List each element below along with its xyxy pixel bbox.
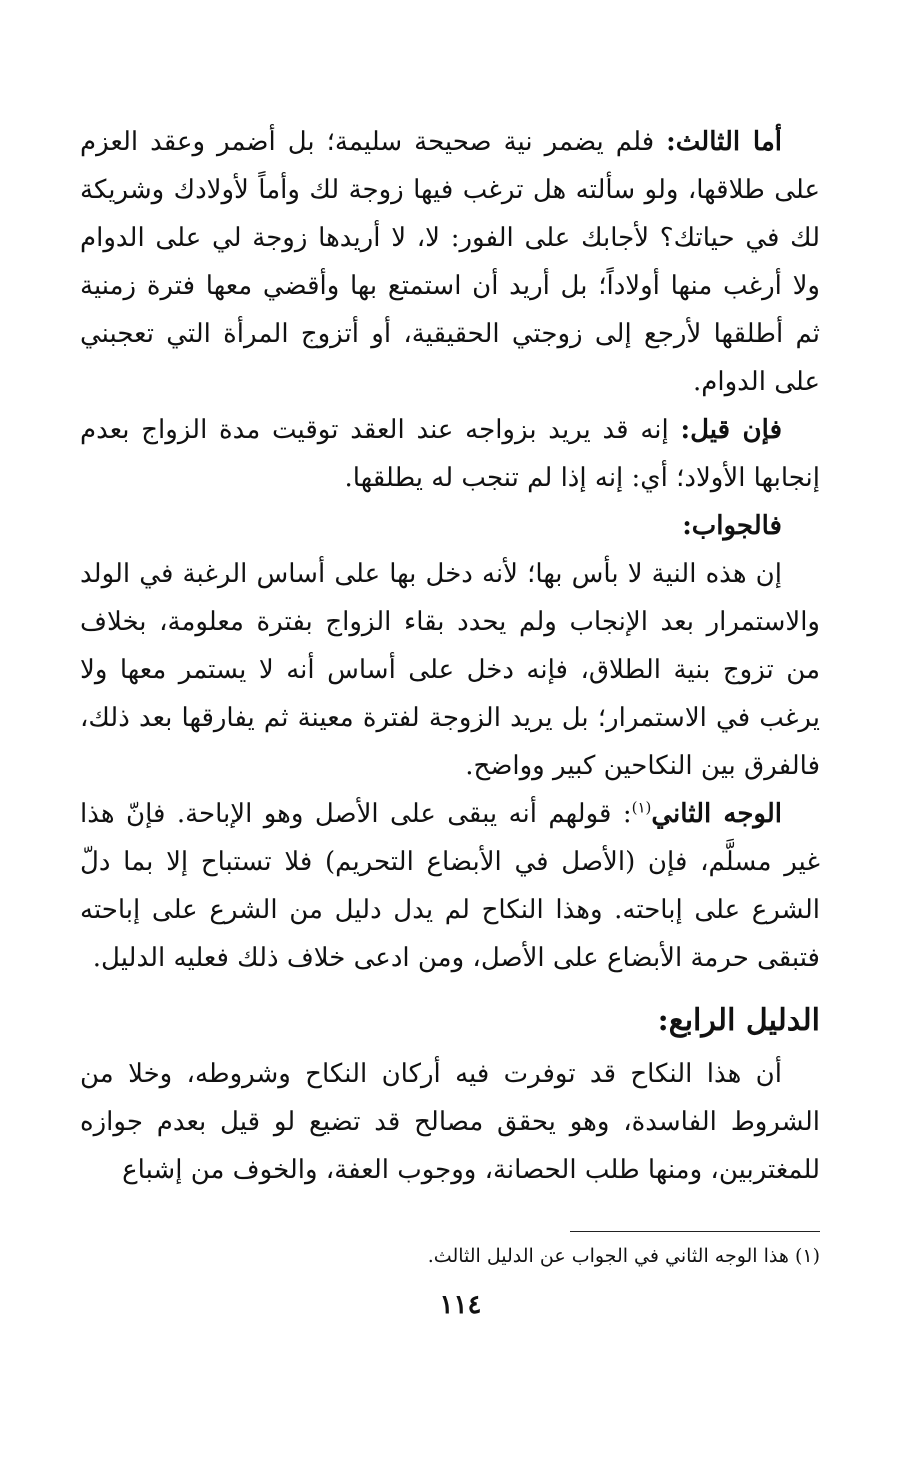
paragraph-text: إنه قد يريد بزواجه عند العقد توقيت مدة الزواج بعدم إنجابها الأولاد؛ أي: إنه إذا لم تنجب له يطلقها. bbox=[80, 415, 820, 493]
paragraph-answer bbox=[80, 550, 820, 790]
page-body bbox=[80, 118, 820, 1194]
paragraph-second-aspect bbox=[80, 790, 820, 982]
footnote-divider bbox=[570, 1231, 820, 1232]
paragraph-lead: أما الثالث: bbox=[666, 127, 782, 157]
answer-heading: فالجواب: bbox=[682, 511, 782, 541]
footnote-reference[interactable]: (١) bbox=[631, 798, 652, 817]
paragraph-third bbox=[80, 118, 820, 406]
paragraph-text: فلم يضمر نية صحيحة سليمة؛ بل أضمر وعقد العزم على طلاقها، ولو سألته هل ترغب فيها زوجة لك وأماً لأولادك وشريكة لك في حياتك؟ لأجابك على الفور: لا، لا أريدها زوجة لي على الدوام ولا أرغب منها أولاداً؛ بل أريد أن استمتع بها وأقضي معها فترة زمنية ثم أطلقها لأرجع إلى زوجتي الحقيقية، أو أتزوج المرأة التي تعجبني على الدوام. bbox=[80, 127, 820, 397]
section-heading: الدليل الرابع: bbox=[657, 1003, 820, 1038]
footnote bbox=[80, 1240, 820, 1272]
paragraph-text: إن هذه النية لا بأس بها؛ لأنه دخل بها على أساس الرغبة في الولد والاستمرار بعد الإنجاب ولم يحدد بقاء الزواج بفترة معلومة، بخلاف من تزوج بنية الطلاق، فإنه دخل على أساس أنه لا يستمر معها ولا يرغب في الاستمرار؛ بل يريد الزوجة لفترة معينة ثم يفارقها بعد ذلك، فالفرق بين النكاحين كبير وواضح. bbox=[80, 559, 820, 781]
paragraph-text: أن هذا النكاح قد توفرت فيه أركان النكاح وشروطه، وخلا من الشروط الفاسدة، وهو يحقق مصالح قد تضيع لو قيل بعدم جوازه للمغتربين، ومنها طلب الحصانة، ووجوب العفة، والخوف من إشباع bbox=[80, 1059, 820, 1185]
paragraph-fourth-evidence bbox=[80, 1050, 820, 1194]
paragraph-text: : قولهم أنه يبقى على الأصل وهو الإباحة. فإنّ هذا غير مسلَّم، فإن (الأصل في الأبضاع التحريم) فلا تستباح إلا بما دلّ الشرع على إباحته. وهذا النكاح لم يدل دليل من الشرع على إباحته فتبقى حرمة الأبضاع على الأصل، ومن ادعى خلاف ذلك فعليه الدليل. bbox=[80, 799, 820, 973]
page-number: ١١٤ bbox=[439, 1290, 482, 1320]
footnote-text: هذا الوجه الثاني في الجواب عن الدليل الثالث. bbox=[427, 1245, 789, 1267]
footnote-marker: (١) bbox=[794, 1245, 820, 1267]
paragraph-objection bbox=[80, 406, 820, 502]
paragraph-lead: الوجه الثاني bbox=[651, 799, 782, 829]
paragraph-lead: فإن قيل: bbox=[680, 415, 783, 445]
